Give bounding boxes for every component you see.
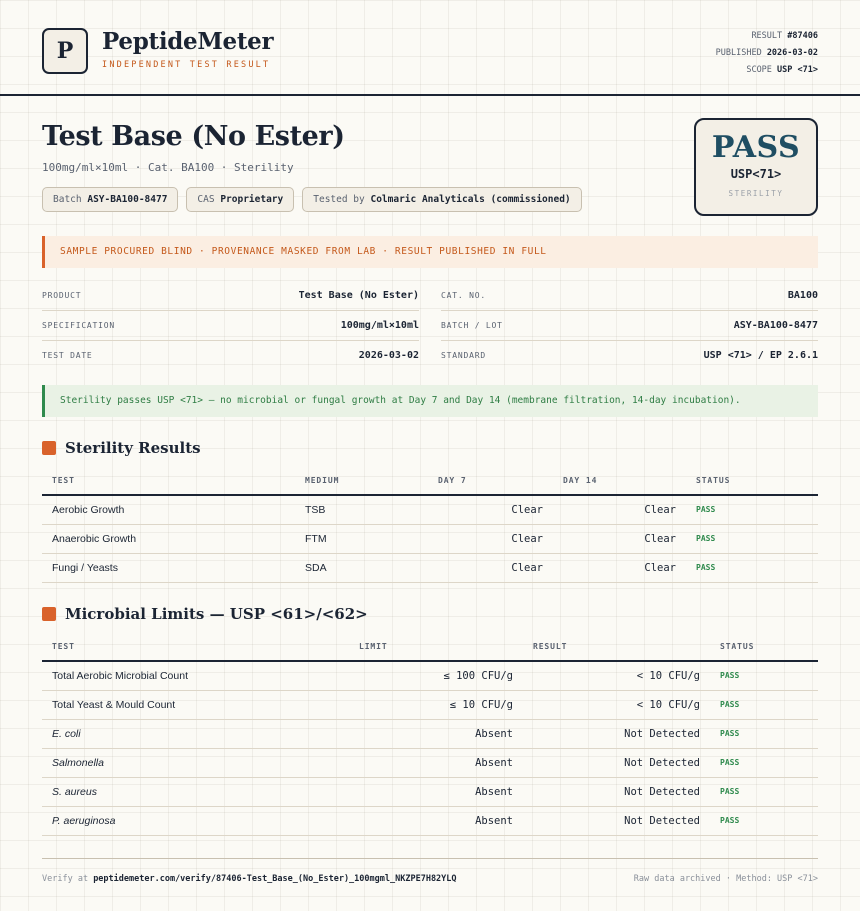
status-badge: PASS (710, 661, 818, 690)
table-header-row (42, 467, 818, 495)
table-row: P. aeruginosa Absent Not Detected PASS (42, 806, 818, 835)
pass-stamp (694, 118, 818, 216)
scope-value: USP <71> (777, 65, 818, 75)
table-row: Total Yeast & Mould Count ≤ 10 CFU/g < 10 CFU/g PASS (42, 690, 818, 719)
column-header: LIMIT (349, 633, 523, 661)
stamp-category: STERILITY (728, 189, 784, 198)
status-badge: PASS (710, 806, 818, 835)
status-badge: PASS (686, 553, 818, 582)
table-row: S. aureus Absent Not Detected PASS (42, 777, 818, 806)
section-marker-icon (42, 607, 56, 621)
table-header-row (42, 633, 818, 661)
table-row: Anaerobic Growth FTM Clear Clear PASS (42, 524, 818, 553)
stamp-verdict: PASS (711, 130, 801, 165)
product-subtitle: 100mg/ml×10ml · Cat. BA100 · Sterility (42, 161, 294, 174)
report-header (0, 0, 860, 96)
status-badge: PASS (710, 748, 818, 777)
result-meta (716, 28, 818, 79)
brand-logo: P (42, 28, 88, 74)
status-badge: PASS (710, 719, 818, 748)
published-label: PUBLISHED (715, 48, 762, 58)
archive-note: Raw data archived · Method: USP <71> (633, 874, 818, 884)
column-header: MEDIUM (295, 467, 428, 495)
sterility-summary: Sterility passes USP <71> — no microbial or fungal growth at Day 7 and Day 14 (membrane filtration, 14-day incubation). (42, 385, 818, 417)
table-row: Aerobic Growth TSB Clear Clear PASS (42, 495, 818, 524)
table-row: Salmonella Absent Not Detected PASS (42, 748, 818, 777)
status-badge: PASS (686, 524, 818, 553)
batch-chip: Batch ASY-BA100-8477 (42, 187, 178, 212)
result-label: RESULT (751, 31, 783, 41)
sterility-table (42, 467, 818, 583)
status-badge: PASS (710, 777, 818, 806)
published-date: 2026-03-02 (766, 48, 818, 58)
info-row-standard: STANDARD USP <71> / EP 2.6.1 (441, 350, 818, 361)
info-row-batch-lot: BATCH / LOT ASY-BA100-8477 (441, 311, 818, 341)
table-row: E. coli Absent Not Detected PASS (42, 719, 818, 748)
table-row: Fungi / Yeasts SDA Clear Clear PASS (42, 553, 818, 582)
product-title: Test Base (No Ester) (42, 121, 345, 152)
column-header: DAY 14 (553, 467, 686, 495)
info-row-specification: SPECIFICATION 100mg/ml×10ml (42, 311, 419, 341)
result-id: #87406 (787, 31, 818, 41)
microbial-section-title: Microbial Limits — USP <61>/<62> (65, 605, 368, 623)
sterility-section-header (42, 439, 201, 457)
brand-name: PeptideMeter (102, 28, 274, 55)
microbial-section-header (42, 605, 368, 623)
section-marker-icon (42, 441, 56, 455)
scope-label: SCOPE (746, 65, 772, 75)
column-header: TEST (42, 467, 295, 495)
product-chips (42, 187, 582, 212)
table-row: Total Aerobic Microbial Count ≤ 100 CFU/g < 10 CFU/g PASS (42, 661, 818, 690)
column-header: TEST (42, 633, 349, 661)
report-footer (42, 858, 818, 884)
column-header: DAY 7 (428, 467, 553, 495)
blind-procurement-notice: SAMPLE PROCURED BLIND · PROVENANCE MASKED FROM LAB · RESULT PUBLISHED IN FULL (42, 236, 818, 268)
column-header: STATUS (686, 467, 818, 495)
status-badge: PASS (710, 690, 818, 719)
microbial-limits-table (42, 633, 818, 836)
stamp-standard: USP<71> (730, 167, 782, 181)
column-header: RESULT (523, 633, 710, 661)
status-badge: PASS (686, 495, 818, 524)
sterility-section-title: Sterility Results (65, 439, 201, 457)
info-row-cat-no: CAT. NO. BA100 (441, 281, 818, 311)
cas-chip: CAS Proprietary (186, 187, 294, 212)
lab-chip: Tested by Colmaric Analyticals (commissioned) (302, 187, 581, 212)
info-row-product: PRODUCT Test Base (No Ester) (42, 281, 419, 311)
verify-prefix: Verify at (42, 874, 89, 884)
brand-tagline: INDEPENDENT TEST RESULT (102, 60, 271, 70)
column-header: STATUS (710, 633, 818, 661)
verify-link[interactable]: peptidemeter.com/verify/87406-Test_Base_(No_Ester)_100mgml_NKZPE7H82YLQ (93, 874, 457, 884)
info-row-test-date: TEST DATE 2026-03-02 (42, 350, 419, 361)
